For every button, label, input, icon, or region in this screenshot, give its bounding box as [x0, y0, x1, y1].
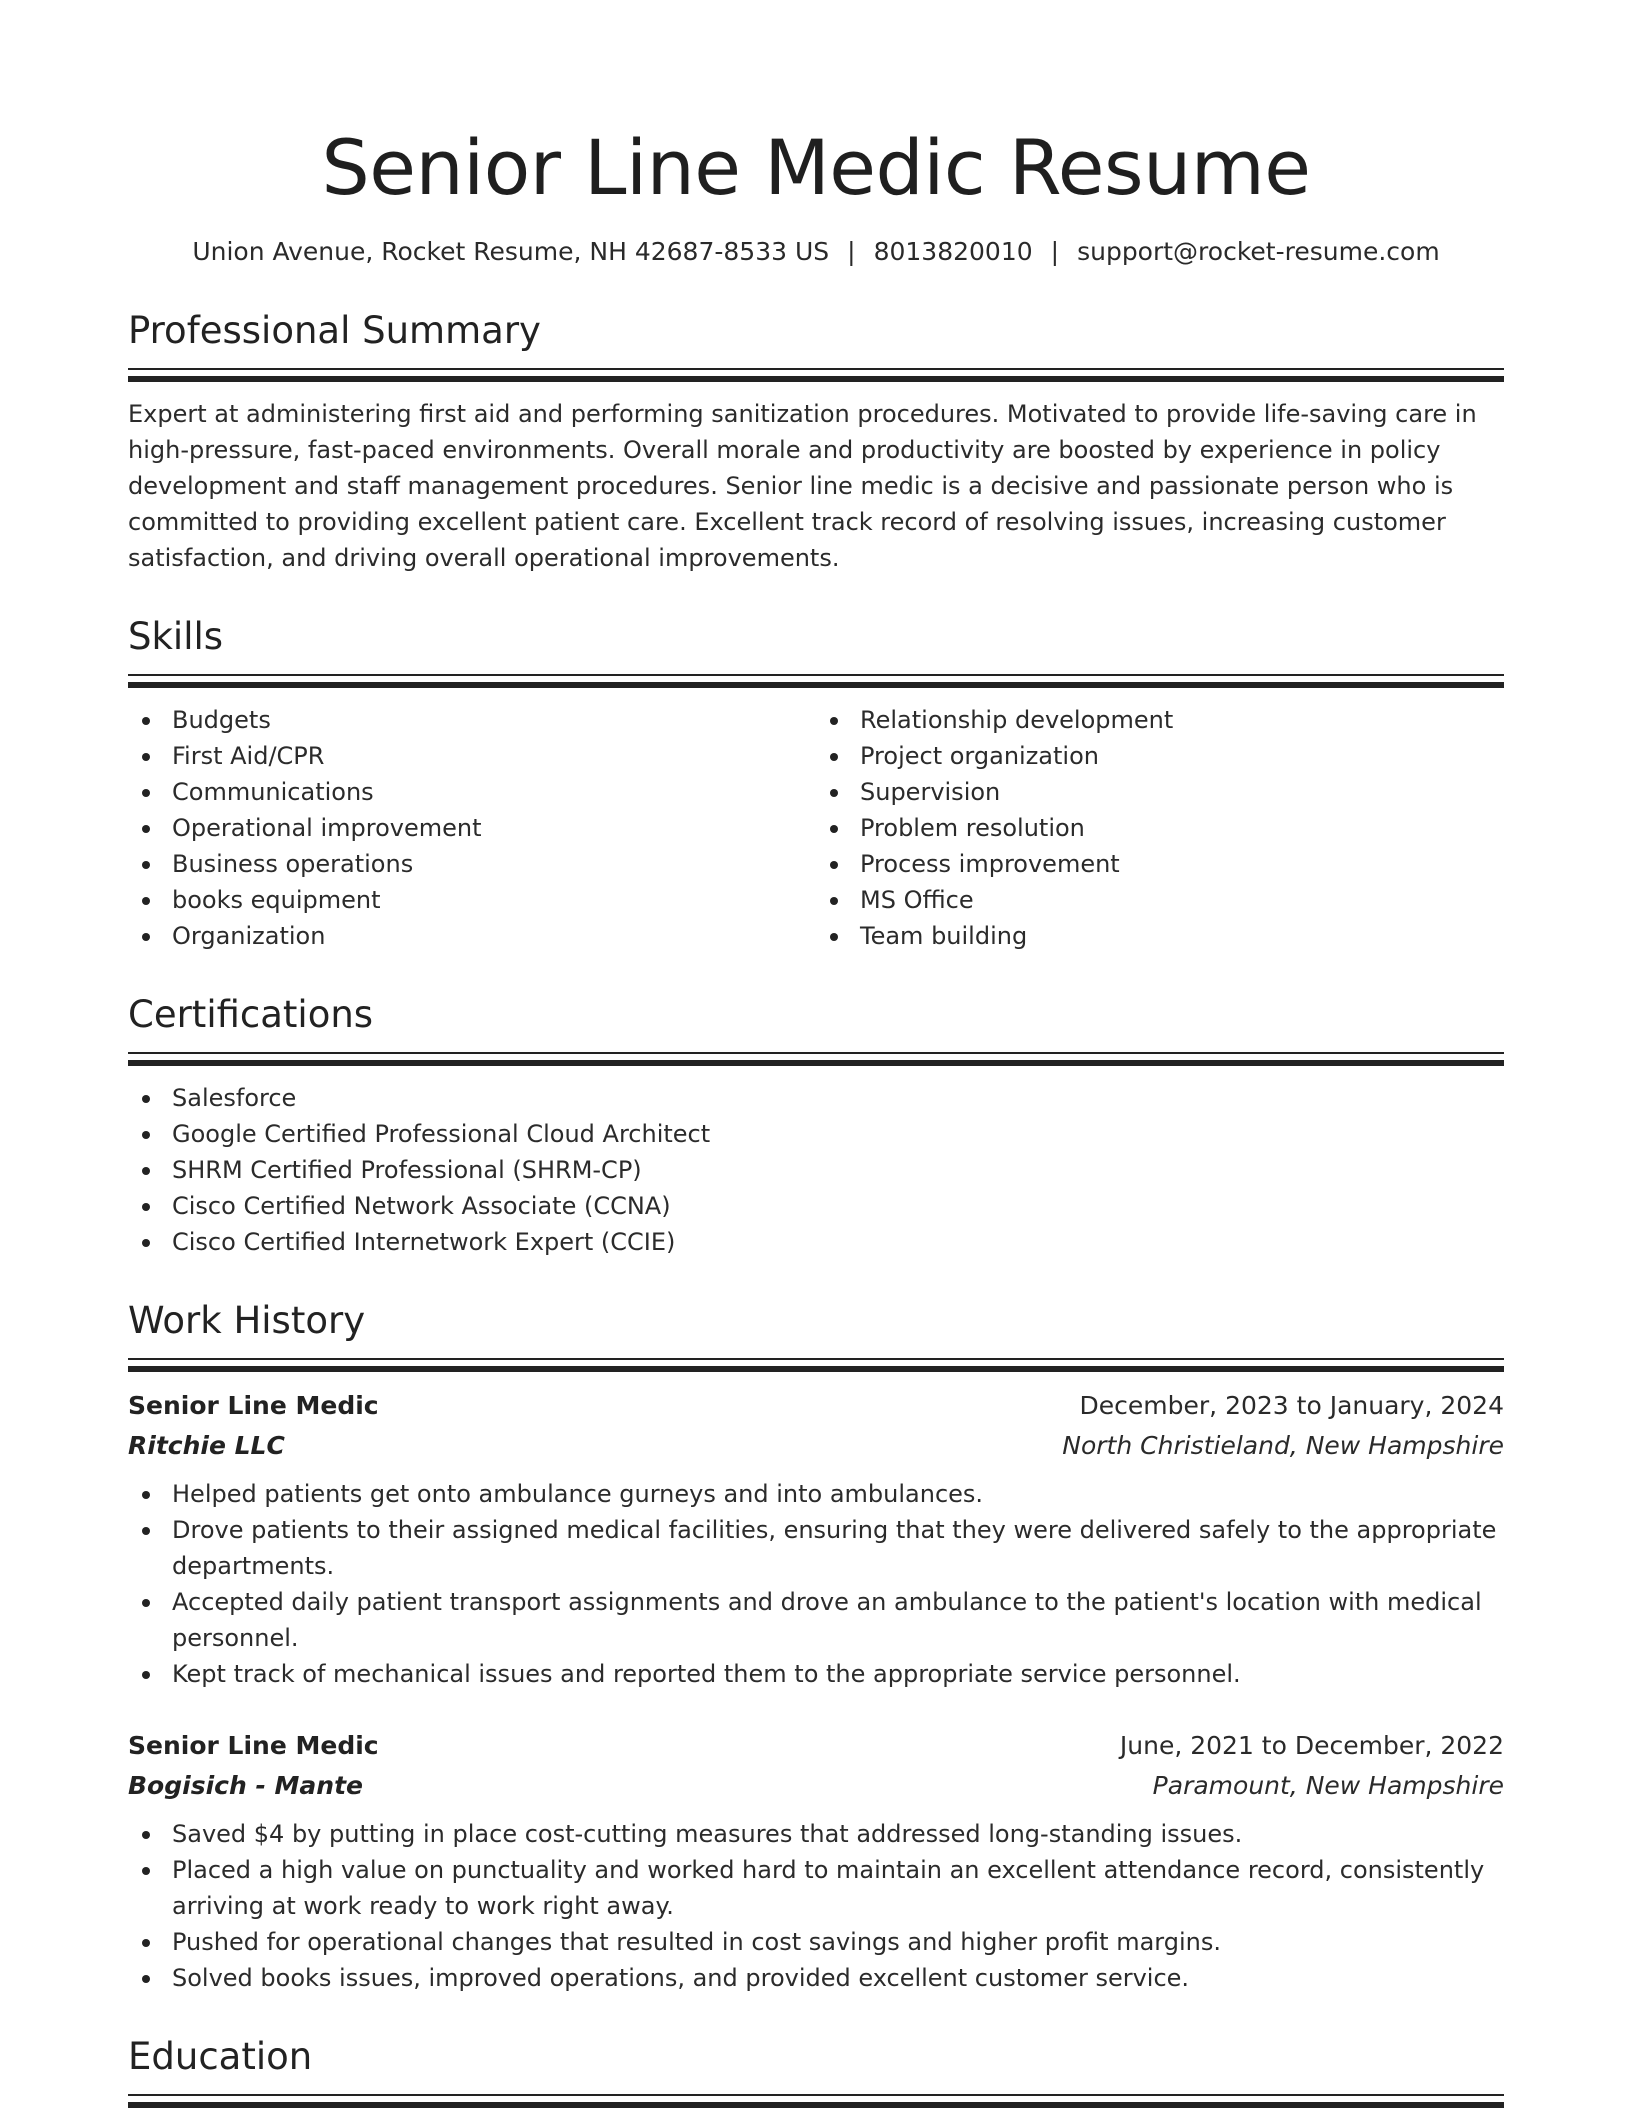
job-company: Ritchie LLC [128, 1431, 285, 1460]
section-heading: Work History [128, 1299, 366, 1342]
job-duty-item: Pushed for operational changes that resulted in cost savings and higher profit margins. [128, 1924, 1504, 1960]
job-header-row [128, 1726, 1504, 1766]
job-duty-item: Accepted daily patient transport assignments and drove an ambulance to the patient's location with medical personnel. [128, 1584, 1504, 1656]
section-heading: Education [128, 2035, 313, 2078]
certification-item: Salesforce [128, 1080, 1504, 1116]
job-duties-list [128, 1476, 1504, 1692]
skill-item: Project organization [816, 738, 1504, 774]
skill-item: Operational improvement [128, 810, 816, 846]
certification-item: Cisco Certified Internetwork Expert (CCIE) [128, 1224, 1504, 1260]
job-company: Bogisich - Mante [128, 1771, 363, 1800]
skill-item: Organization [128, 918, 816, 954]
certification-item: Google Certified Professional Cloud Architect [128, 1116, 1504, 1152]
job-company-row [128, 1426, 1504, 1466]
contact-email: support@rocket-resume.com [1077, 237, 1440, 266]
job-duty-item: Solved books issues, improved operations, and provided excellent customer service. [128, 1960, 1504, 1996]
skill-item: Supervision [816, 774, 1504, 810]
section-divider [128, 674, 1504, 688]
job-duty-item: Saved $4 by putting in place cost-cutting measures that addressed long-standing issues. [128, 1816, 1504, 1852]
certification-item: Cisco Certified Network Associate (CCNA) [128, 1188, 1504, 1224]
skills-grid [128, 702, 1504, 954]
contact-separator: | [1050, 237, 1060, 266]
skill-item: books equipment [128, 882, 816, 918]
section-heading: Certifications [128, 993, 374, 1036]
contact-line [128, 234, 1504, 270]
contact-phone: 8013820010 [873, 237, 1033, 266]
certifications-list [128, 1080, 1504, 1260]
job-entry [128, 1386, 1504, 1692]
skill-item: Process improvement [816, 846, 1504, 882]
skills-section [128, 614, 1504, 954]
work-history-section [128, 1298, 1504, 1996]
contact-separator: | [847, 237, 856, 266]
job-duty-item: Drove patients to their assigned medical facilities, ensuring that they were delivered safely to the appropriate departments. [128, 1512, 1504, 1584]
certification-item: SHRM Certified Professional (SHRM-CP) [128, 1152, 1504, 1188]
certifications-section [128, 992, 1504, 1260]
skill-item: Communications [128, 774, 816, 810]
job-title: Senior Line Medic [128, 1731, 379, 1760]
skill-item: MS Office [816, 882, 1504, 918]
resume-title: Senior Line Medic Resume [321, 123, 1311, 212]
section-heading: Professional Summary [128, 309, 541, 352]
section-divider [128, 1358, 1504, 1372]
contact-address: Union Avenue, Rocket Resume, NH 42687-8533 US [192, 237, 830, 266]
job-entry [128, 1726, 1504, 1996]
job-duty-item: Helped patients get onto ambulance gurneys and into ambulances. [128, 1476, 1504, 1512]
job-company-row [128, 1766, 1504, 1806]
skills-column-right [816, 702, 1504, 954]
skills-column-left [128, 702, 816, 954]
skill-item: First Aid/CPR [128, 738, 816, 774]
summary-section [128, 308, 1504, 576]
section-divider [128, 1052, 1504, 1066]
job-location: Paramount, New Hampshire [1152, 1771, 1504, 1800]
job-duty-item: Placed a high value on punctuality and worked hard to maintain an excellent attendance record, consistently arriving at work ready to work right away. [128, 1852, 1504, 1924]
job-dates: December, 2023 to January, 2024 [1079, 1391, 1504, 1420]
skill-item: Relationship development [816, 702, 1504, 738]
summary-text: Expert at administering first aid and performing sanitization procedures. Motivated to provide life-saving care in high-pressure, fast-paced environments. Overall morale and productivity are boosted by experience in policy development and staff management procedures. Senior line medic is a decisive and passionate person who is committed to providing excellent patient care. Excellent track record of resolving issues, increasing customer satisfaction, and driving overall operational improvements. [128, 400, 1477, 572]
education-section [128, 2034, 1504, 2108]
section-divider [128, 2094, 1504, 2108]
section-divider [128, 368, 1504, 382]
job-duties-list [128, 1816, 1504, 1996]
skill-item: Business operations [128, 846, 816, 882]
job-title: Senior Line Medic [128, 1391, 379, 1420]
section-heading: Skills [128, 615, 224, 658]
job-header-row [128, 1386, 1504, 1426]
skill-item: Team building [816, 918, 1504, 954]
job-location: North Christieland, New Hampshire [1062, 1431, 1504, 1460]
skill-item: Problem resolution [816, 810, 1504, 846]
job-dates: June, 2021 to December, 2022 [1119, 1731, 1504, 1760]
skill-item: Budgets [128, 702, 816, 738]
job-duty-item: Kept track of mechanical issues and reported them to the appropriate service personnel. [128, 1656, 1504, 1692]
